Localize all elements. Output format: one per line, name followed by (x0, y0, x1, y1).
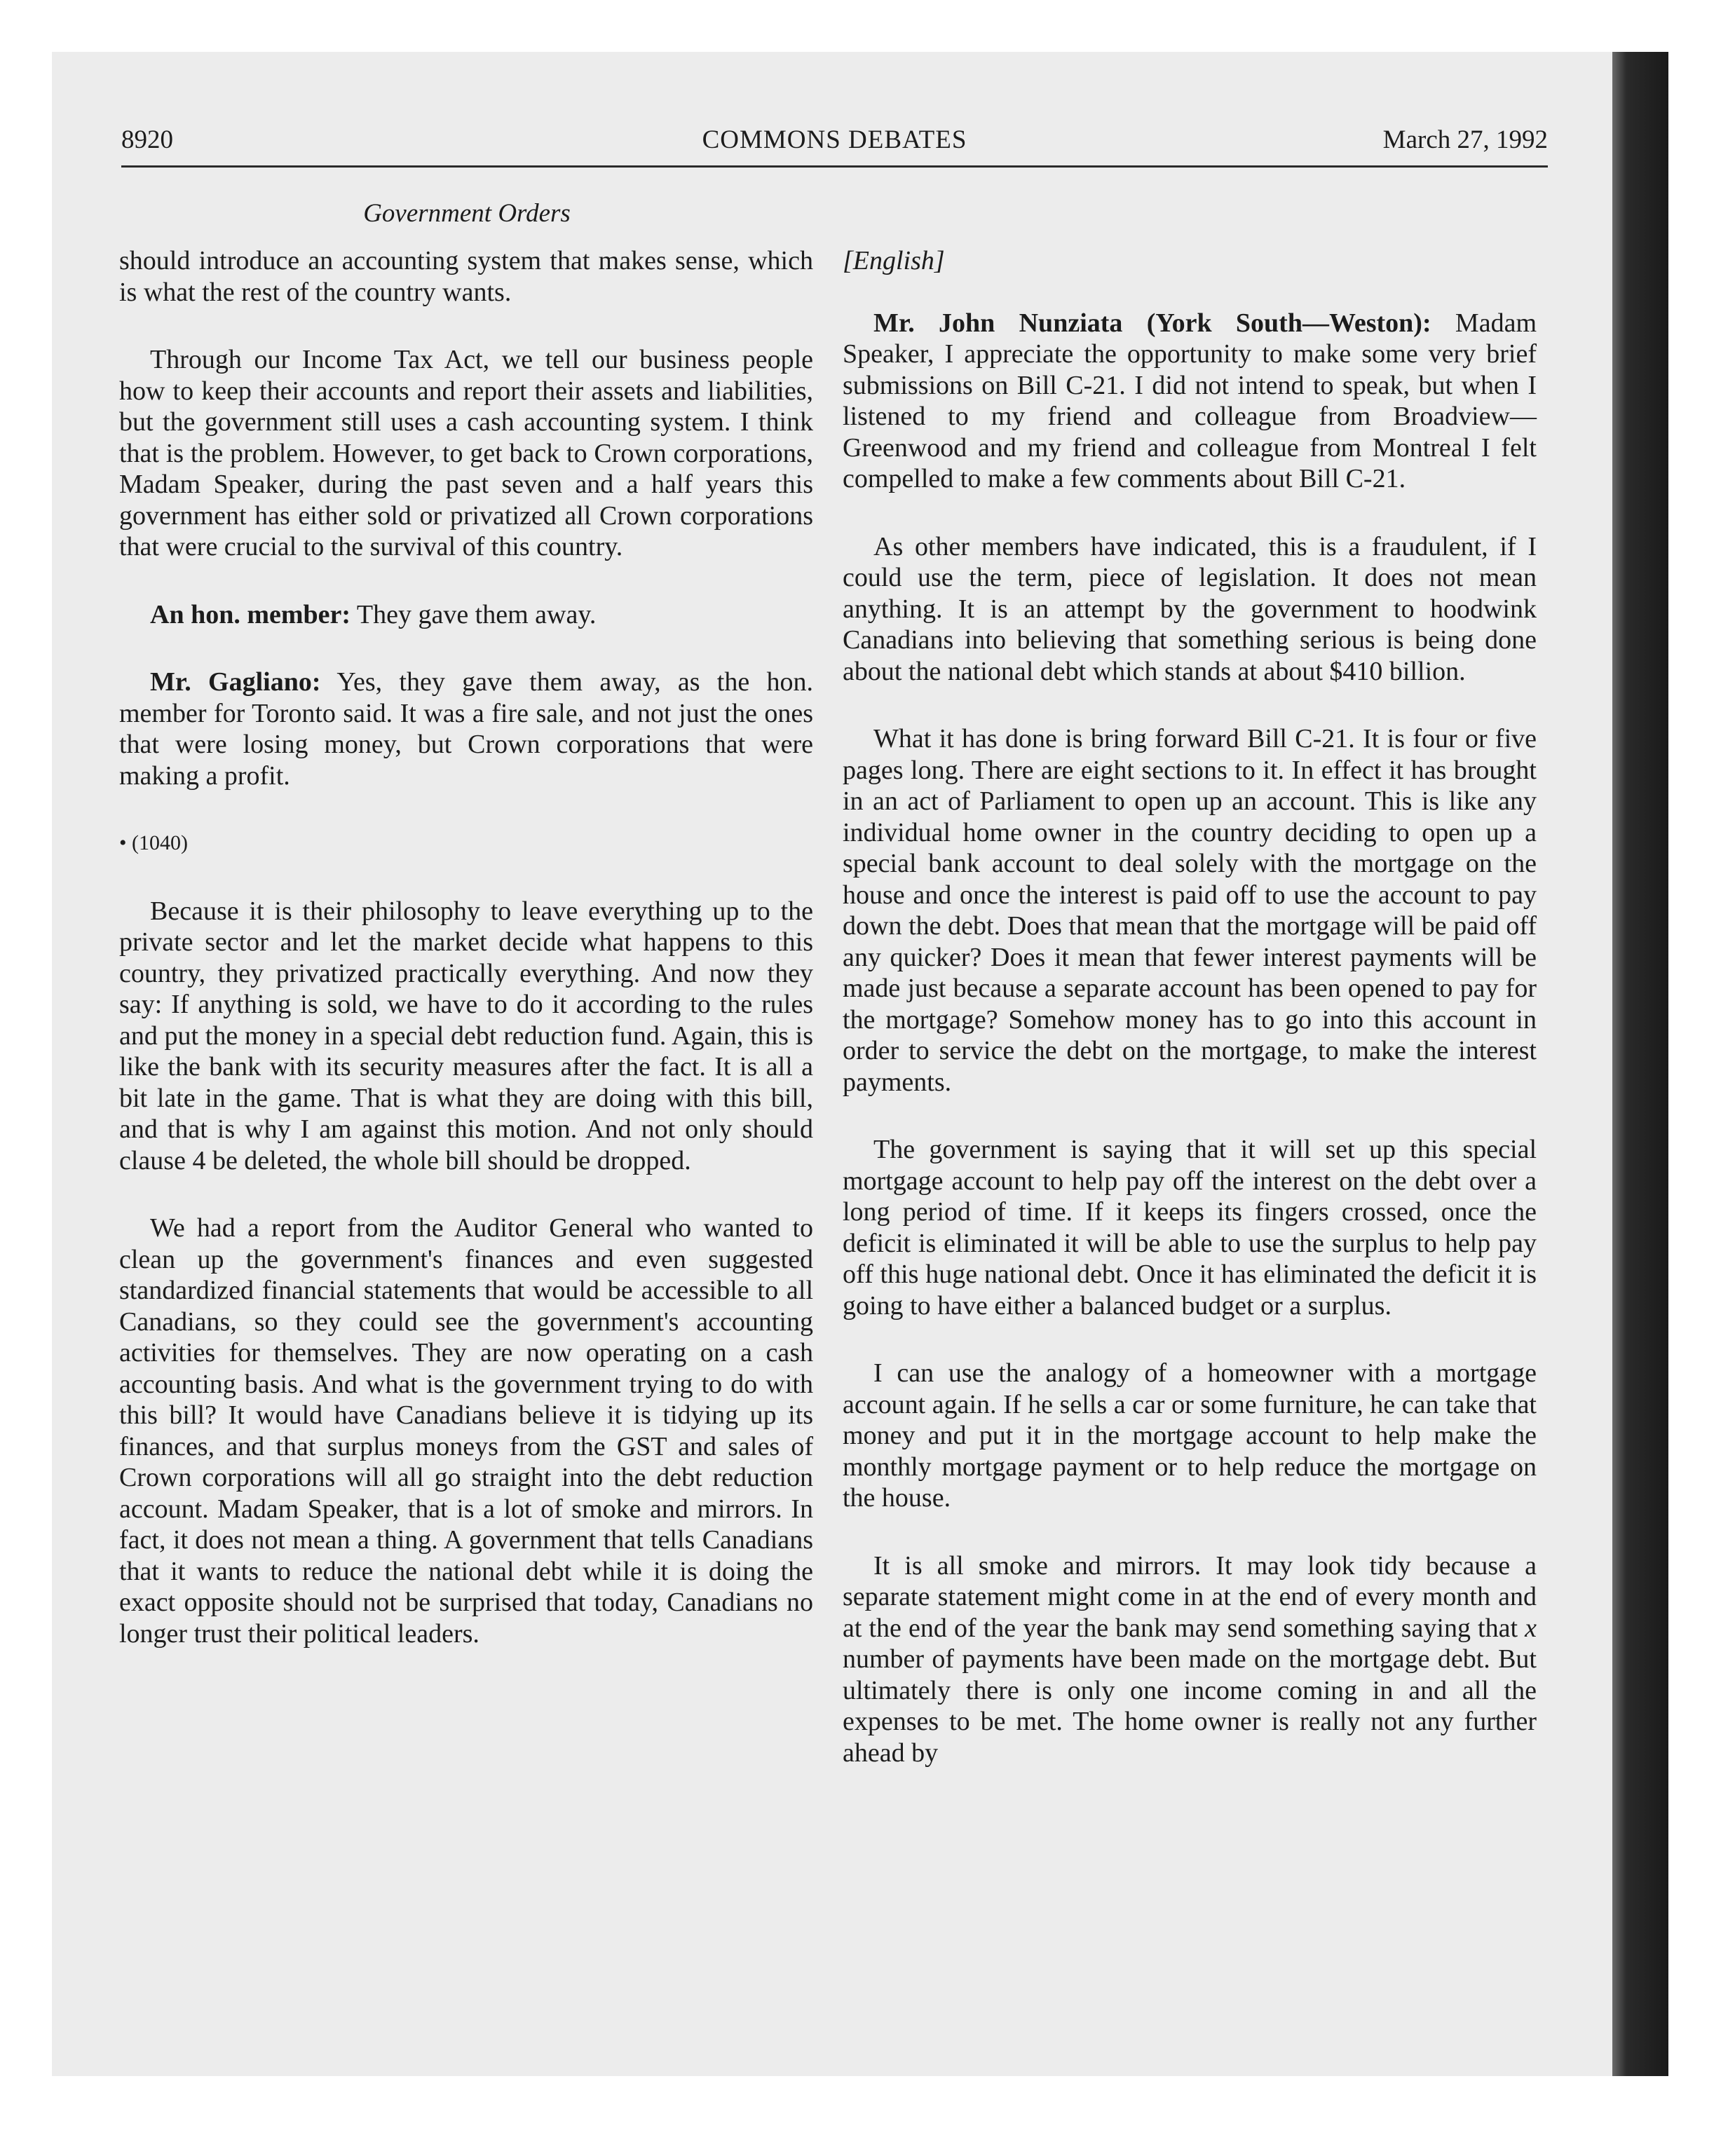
paragraph (843, 1550, 1537, 1769)
right-column (843, 245, 1537, 1805)
paragraph: Through our Income Tax Act, we tell our business people how to keep their accounts and report their assets and liabilities, but the government still uses a cash accounting system. I think that is the problem. However, to get back to Crown corporations, Madam Speaker, during the past seven and a half years this government has either sold or privatized all Crown corporations that were crucial to the survival of this country. (119, 345, 813, 561)
page-header (121, 125, 1548, 167)
text-run: It is all smoke and mirrors. It may look tidy because a separate statement might come in at the end of every month and at the end of the year the bank may send something saying that (843, 1550, 1537, 1643)
paragraph: As other members have indicated, this is a fraudulent, if I could use the term, piece of legislation. It does not mean anything. It is an attempt by the government to hoodwink Canadians into believing that something serious is being done about the national debt which stands at about $410 billion. (843, 531, 1537, 686)
speech-text: Madam Speaker, I appreciate the opportunity to make some very brief submissions on Bill C-21. I did not intend to speak, but when I listened to my friend and colleague from Broadview—Greenwood and my friend and colleague from Montreal I felt compelled to make a few comments about Bill C-21. (843, 308, 1537, 493)
speaker-name: Mr. Gagliano: (150, 667, 321, 697)
speech-text: They gave them away. (356, 599, 597, 629)
page-number: 8920 (121, 125, 173, 154)
paragraph: Because it is their philosophy to leave everything up to the private sector and let the market decide what happens to this country, they privatized practically everything. And now they say: If anything is sold, we have to do it according to the rules and put the money in a special debt reduction fund. Again, this is like the bank with its security measures after the fact. It is all a bit late in the game. That is what they are doing with this bill, and that is why I am against this motion. And not only should clause 4 be deleted, the whole bill should be dropped. (119, 896, 813, 1175)
text-run: number of payments have been made on the mortgage debt. But ultimately there is only one income coming in and all the expenses to be met. The home owner is really not any further ahead by (843, 1644, 1537, 1768)
paragraph: We had a report from the Auditor General who wanted to clean up the government's finances and even suggested standardized financial statements that would be accessible to all Canadians, so they could see the government's accounting activities for themselves. They are now operating on a cash accounting basis. And what is the government trying to do with this bill? It would have Canadians believe it is tidying up its finances, and that surplus moneys from the GST and sales of Crown corporations will all go straight into the debt reduction account. Madam Speaker, that is a lot of smoke and mirrors. In fact, it does not mean a thing. A government that tells Canadians that it wants to reduce the national debt while it is doing the exact opposite should not be surprised that today, Canadians no longer trust their political leaders. (119, 1213, 813, 1649)
speaker-name: An hon. member: (150, 599, 351, 629)
header-rule (121, 165, 1548, 168)
speech-nunziata (843, 308, 1537, 495)
speech-gagliano (119, 667, 813, 791)
issue-date: March 27, 1992 (1382, 125, 1548, 154)
speech-text: Yes, they gave them away, as the hon. member for Toronto said. It was a fire sale, and not just the ones that were losing money, but Crown corporations that were making a profit. (119, 667, 813, 791)
section-title: Government Orders (363, 199, 571, 228)
timestamp-marker: • (1040) (119, 831, 188, 854)
variable-x: x (1525, 1613, 1537, 1643)
language-marker: [English] (843, 246, 945, 275)
journal-title: COMMONS DEBATES (702, 125, 967, 154)
speaker-name: Mr. John Nunziata (York South—Weston): (873, 308, 1431, 338)
paragraph: should introduce an accounting system that makes sense, which is what the rest of the country wants. (119, 246, 813, 307)
left-column (119, 245, 813, 1686)
binding-shadow (1612, 52, 1668, 2076)
paragraph: I can use the analogy of a homeowner with a mortgage account again. If he sells a car or some furniture, he can take that money and put it in the mortgage account to help make the monthly mortgage payment or to help reduce the mortgage on the house. (843, 1358, 1537, 1513)
paragraph: What it has done is bring forward Bill C-21. It is four or five pages long. There are eight sections to it. In effect it has brought in an act of Parliament to open up an account. This is like any individual home owner in the country deciding to open up a special bank account to deal solely with the mortgage on the house and once the interest is paid off to use the account to pay down the debt. Does that mean that the mortgage will be paid off any quicker? Does it mean that fewer interest payments will be made just because a separate account has been opened to pay for the mortgage? Somehow money has to go into this account in order to service the debt on the mortgage, to make the interest payments. (843, 724, 1537, 1097)
speech-hon-member (119, 599, 813, 631)
paragraph: The government is saying that it will set up this special mortgage account to help pay off the interest on the debt over a long period of time. If it keeps its fingers crossed, once the deficit is eliminated it will be able to use the surplus to help pay off this huge national debt. Once it has eliminated the deficit it is going to have either a balanced budget or a surplus. (843, 1135, 1537, 1321)
